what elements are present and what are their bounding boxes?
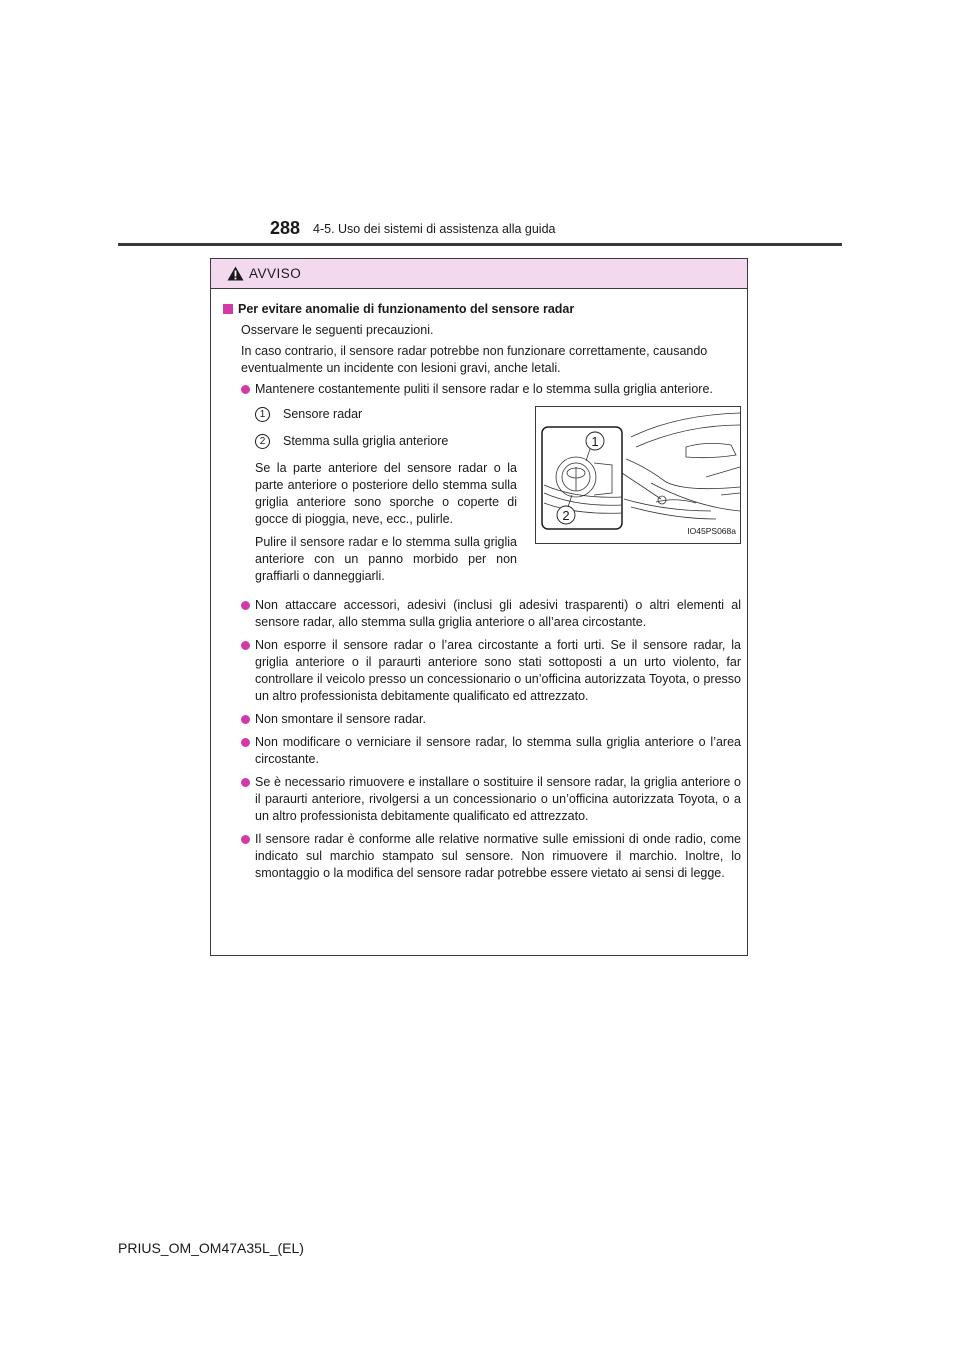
bullet-item <box>241 637 741 705</box>
bullet-item <box>241 774 741 825</box>
warning-heading-text: Per evitare anomalie di funzionamento del sensore radar <box>238 302 575 316</box>
bullet-item <box>241 597 741 631</box>
warning-heading <box>223 301 741 318</box>
bullet-item <box>241 734 741 768</box>
figure-callout-1: 1 <box>591 434 599 449</box>
bullet-dot-icon <box>241 715 250 724</box>
bullet-item <box>241 381 741 398</box>
intro-paragraph-1: Osservare le seguenti precauzioni. <box>241 323 434 337</box>
legend-label: Sensore radar <box>283 407 363 421</box>
intro-paragraph-2: In caso contrario, il sensore radar potrebbe non funzionare correttamente, causando eventualmente un incidente con lesioni gravi, anche letali. <box>241 344 708 375</box>
legend-item-radar-sensor <box>255 406 517 423</box>
header-rule <box>118 243 842 246</box>
warning-header <box>211 259 747 289</box>
bullet-text: Se è necessario rimuovere e installare o sostituire il sensore radar, la griglia anteriore o il paraurti anteriore, rivolgersi a un concessionario o un’officina autorizzata Toyota, o a un altro professionista debitamente qualificato ed attrezzato. <box>255 775 741 823</box>
warning-title: AVVISO <box>249 266 302 281</box>
bullet-dot-icon <box>241 601 250 610</box>
legend-item-grille-emblem <box>255 433 517 450</box>
bullet-dot-icon <box>241 641 250 650</box>
section-title: 4-5. Uso dei sistemi di assistenza alla guida <box>313 222 556 236</box>
figure-paragraph-2: Pulire il sensore radar e lo stemma sulla griglia anteriore con un panno morbido per non graffiarli o danneggiarli. <box>255 535 517 583</box>
square-bullet-icon <box>223 304 233 314</box>
warning-body <box>211 289 747 882</box>
bullet-text: Mantenere costantemente puliti il sensore radar e lo stemma sulla griglia anteriore. <box>255 382 713 396</box>
car-front-illustration <box>535 406 741 544</box>
figure-code: IO45PS068a <box>687 526 736 536</box>
bullet-text: Non esporre il sensore radar o l’area circostante a forti urti. Se il sensore radar, la griglia anteriore o il paraurti anteriore sono stati sottoposti a un urto violento, far controllare il veicolo presso un concessionario o un’officina autorizzata Toyota, o presso un altro professionista debitamente qualificato ed attrezzato. <box>255 638 741 703</box>
figure-legend <box>255 406 517 591</box>
figure-callout-2: 2 <box>562 508 570 523</box>
figure-block <box>255 406 741 591</box>
bullet-text: Non modificare o verniciare il sensore radar, lo stemma sulla griglia anteriore o l’area circostante. <box>255 735 741 766</box>
bullet-text: Il sensore radar è conforme alle relative normative sulle emissioni di onde radio, come indicato sul marchio stampato sul sensore. Non rimuovere il marchio. Inoltre, lo smontaggio o la modifica del sensore radar potrebbe essere vietato ai sensi di legge. <box>255 832 741 880</box>
legend-label: Stemma sulla griglia anteriore <box>283 434 449 448</box>
bullet-dot-icon <box>241 835 250 844</box>
bullet-dot-icon <box>241 385 250 394</box>
figure-paragraph-1: Se la parte anteriore del sensore radar o la parte anteriore o posteriore dello stemma sulla griglia anteriore sono sporche o coperte di gocce di pioggia, neve, ecc., pulirle. <box>255 461 517 526</box>
circled-number: 2 <box>255 434 270 449</box>
bullet-item <box>241 711 741 728</box>
bullet-dot-icon <box>241 778 250 787</box>
page-number: 288 <box>270 218 301 238</box>
bullet-item <box>241 831 741 882</box>
warning-box <box>210 258 748 956</box>
bullet-text: Non smontare il sensore radar. <box>255 712 426 726</box>
warning-triangle-icon <box>227 266 244 281</box>
footer-document-code: PRIUS_OM_OM47A35L_(EL) <box>118 1240 304 1256</box>
bullet-dot-icon <box>241 738 250 747</box>
bullet-text: Non attaccare accessori, adesivi (inclusi gli adesivi trasparenti) o altri elementi al sensore radar, allo stemma sulla griglia anteriore o all’area circostante. <box>255 598 741 629</box>
circled-number: 1 <box>255 407 270 422</box>
